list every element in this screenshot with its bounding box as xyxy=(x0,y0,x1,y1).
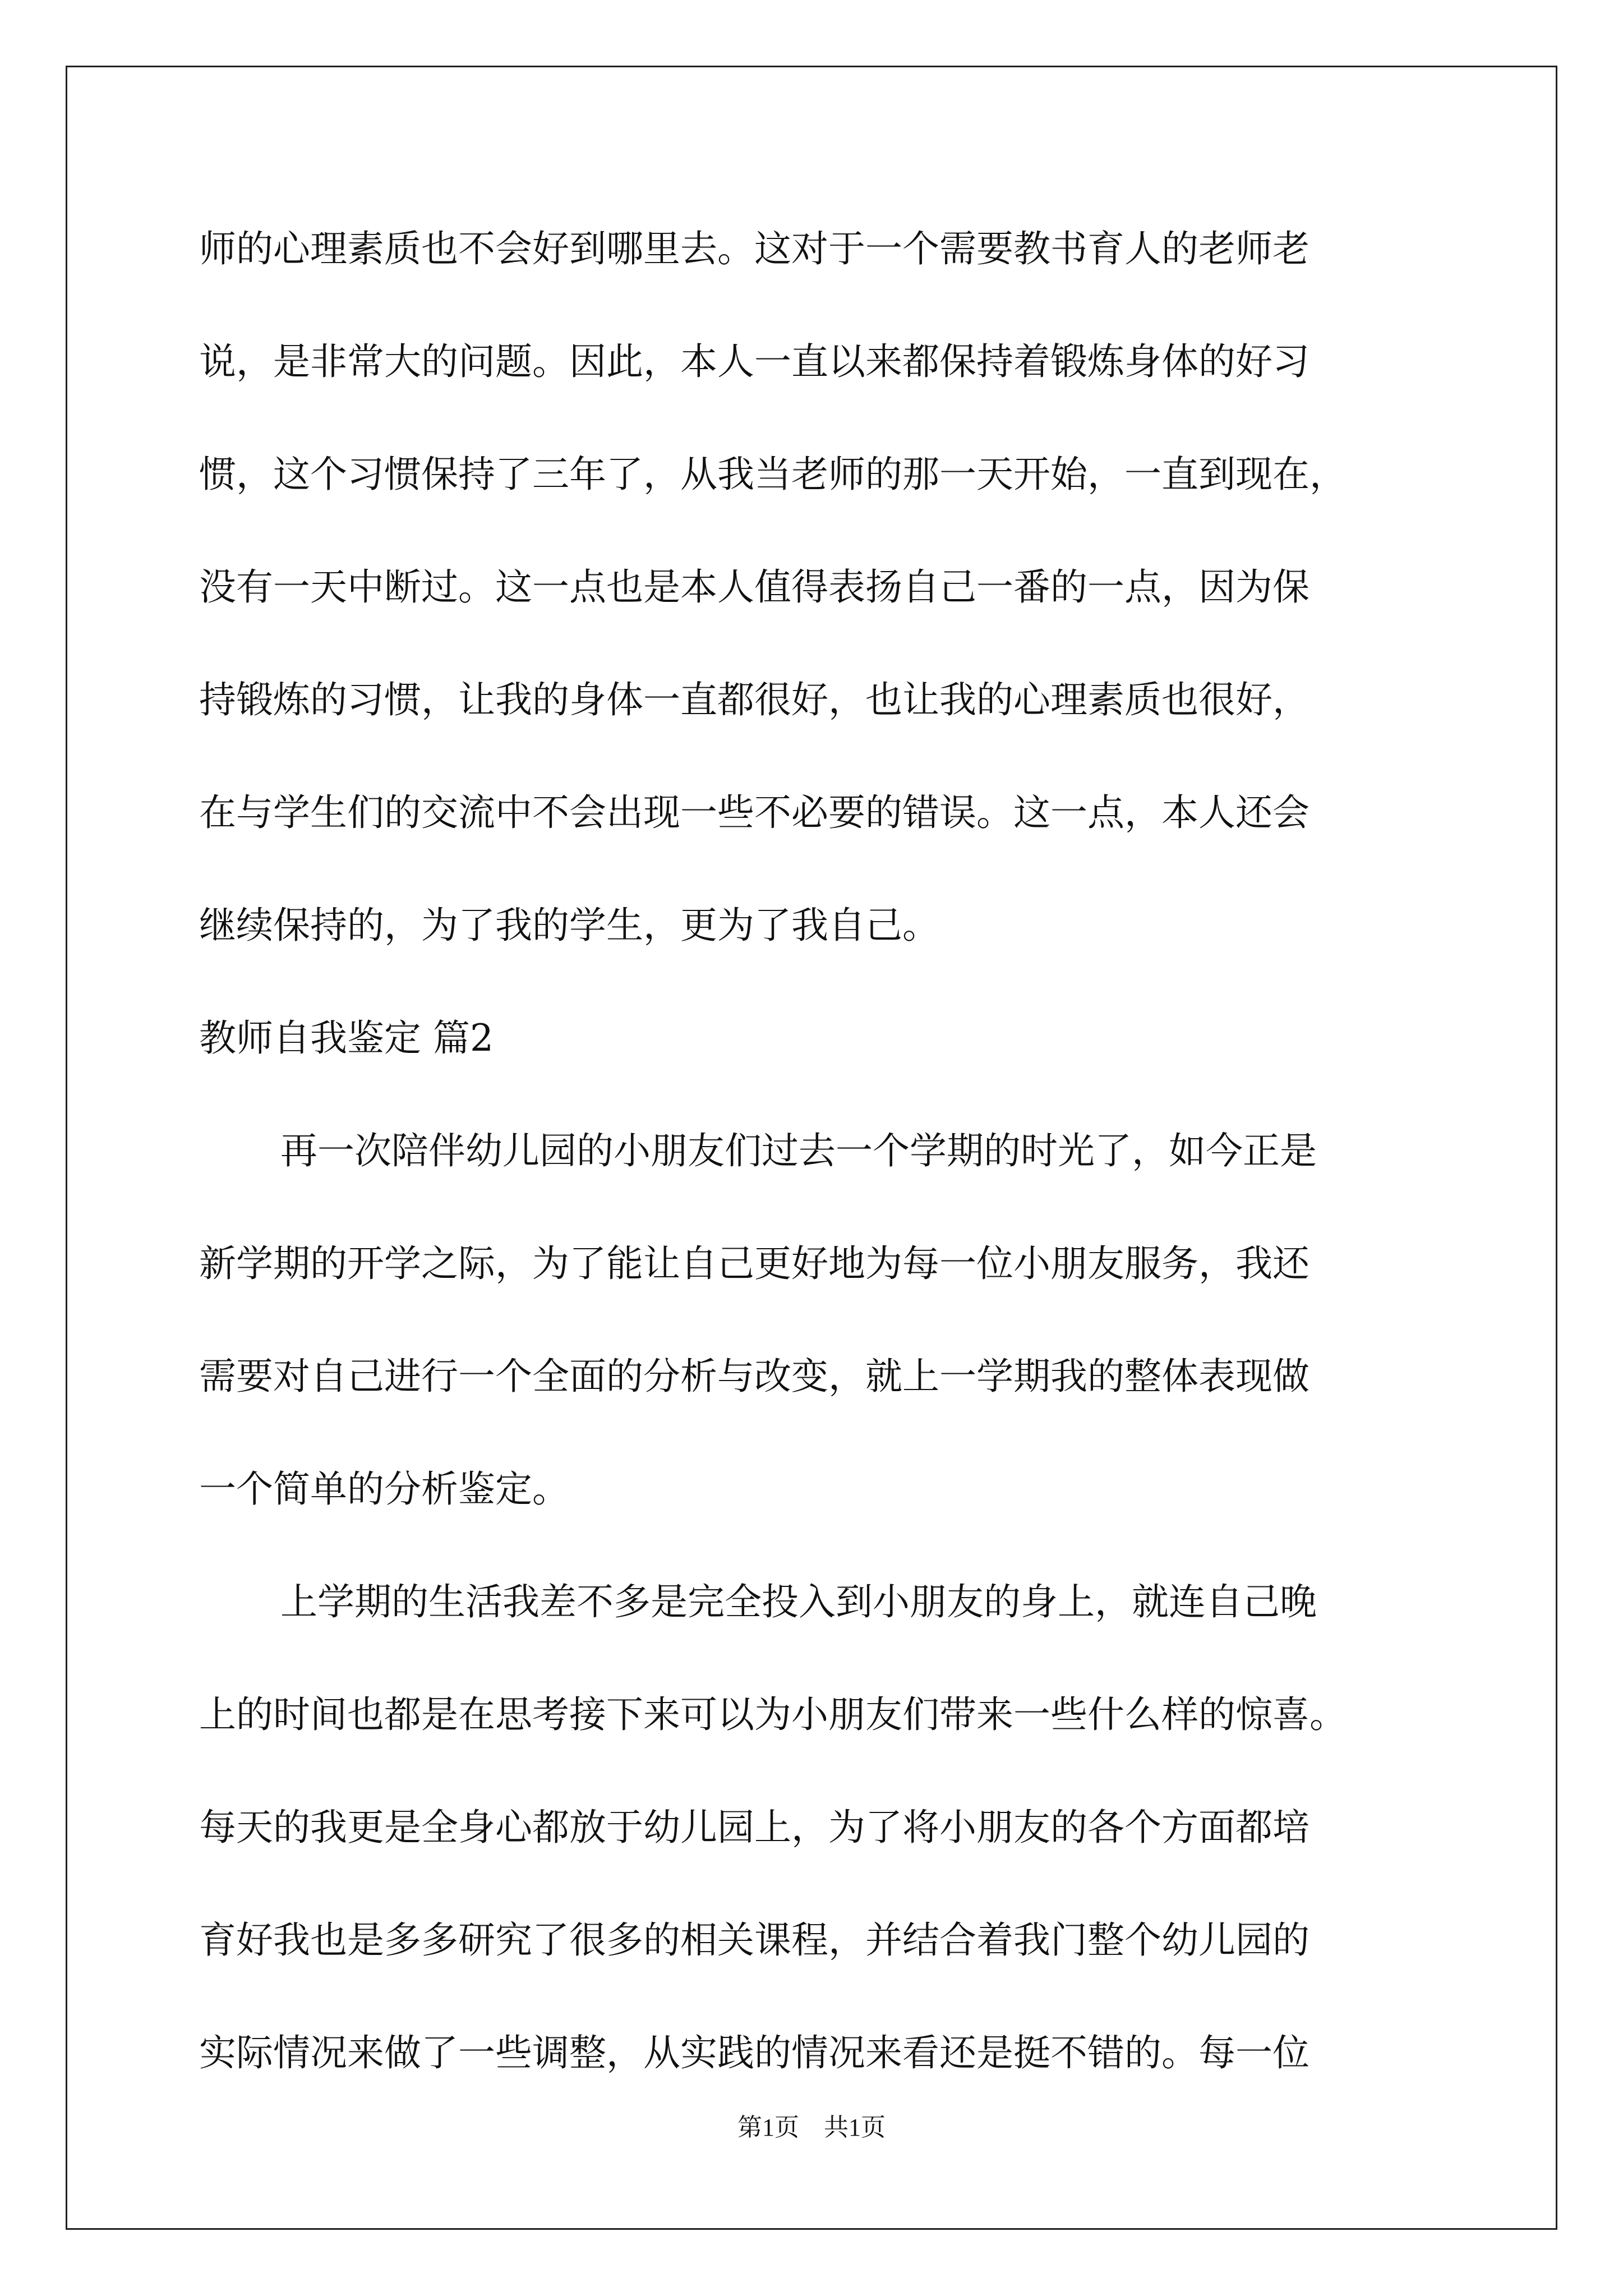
text-line: 上学期的生活我差不多是完全投入到小朋友的身上，就连自己晚 xyxy=(280,1580,1317,1623)
document-body xyxy=(199,213,1433,2130)
text-line: 上的时间也都是在思考接下来可以为小朋友们带来一些什么样的惊喜。 xyxy=(199,1693,1347,1736)
text-line: 新学期的开学之际，为了能让自己更好地为每一位小朋友服务，我还 xyxy=(199,1242,1310,1285)
text-line: 一个简单的分析鉴定。 xyxy=(199,1467,569,1511)
text-line: 师的心理素质也不会好到哪里去。这对于一个需要教书育人的老师老 xyxy=(199,227,1310,270)
section-heading: 教师自我鉴定 篇2 xyxy=(199,1016,494,1060)
text-line: 没有一天中断过。这一点也是本人值得表扬自己一番的一点，因为保 xyxy=(199,565,1310,609)
page-number-footer: 第1页 共1页 xyxy=(737,2114,886,2141)
text-line: 每天的我更是全身心都放于幼儿园上，为了将小朋友的各个方面都培 xyxy=(199,1806,1310,1849)
text-line: 再一次陪伴幼儿园的小朋友们过去一个学期的时光了，如今正是 xyxy=(280,1129,1317,1172)
text-line: 育好我也是多多研究了很多的相关课程，并结合着我门整个幼儿园的 xyxy=(199,1918,1310,1962)
text-line: 需要对自己进行一个全面的分析与改变，就上一学期我的整体表现做 xyxy=(199,1355,1310,1398)
text-line: 在与学生们的交流中不会出现一些不必要的错误。这一点，本人还会 xyxy=(199,791,1310,834)
text-line: 持锻炼的习惯，让我的身体一直都很好，也让我的心理素质也很好， xyxy=(199,678,1310,721)
text-line: 惯，这个习惯保持了三年了，从我当老师的那一天开始，一直到现在， xyxy=(199,453,1347,496)
text-line: 实际情况来做了一些调整，从实践的情况来看还是挺不错的。每一位 xyxy=(199,2031,1310,2074)
text-line: 说，是非常大的问题。因此，本人一直以来都保持着锻炼身体的好习 xyxy=(199,340,1310,383)
text-line: 继续保持的，为了我的学生，更为了我自己。 xyxy=(199,904,939,947)
